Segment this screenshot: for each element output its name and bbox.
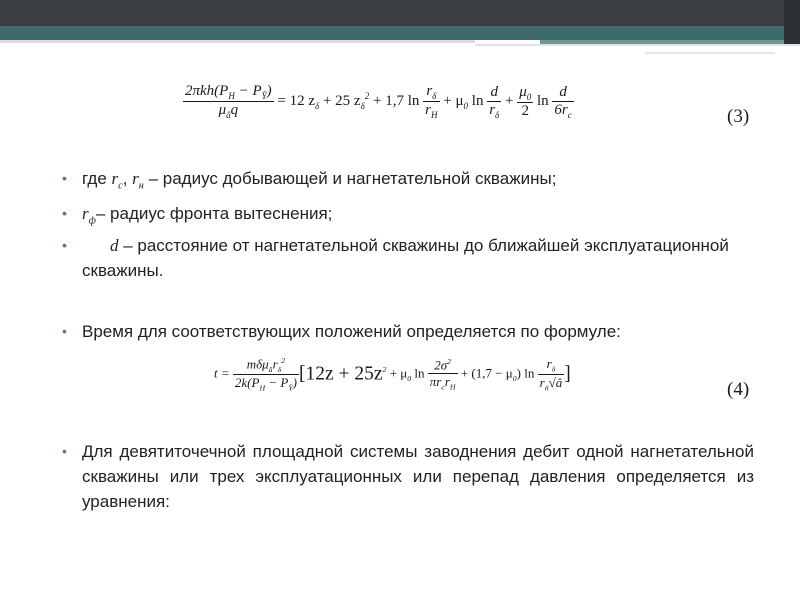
formula-3: $\frac{2\pi kh(P_H - P_Ÿ)}{\mu_âq}$ = 12 $z_\delta + 25$ $z_\delta^2 + 1,7$ ln $\frac{r_\delta}{r_H}$ + $\mu_0$ ln $\frac{d}{r_\delta}$ + $\frac{\mu_0}{2}$ ln $\frac{d}{6r_c}$: [185, 83, 572, 120]
bullet-icon: •: [62, 443, 67, 459]
bullet-icon: •: [62, 205, 67, 221]
list-item: • где $r_c$, $r_н$ – радиус добывающей и нагнетательной скважины;: [62, 166, 754, 198]
list-item: • Для девятиточечной площадной системы заводнения дебит одной нагнетательной скважины или трех эксплуатационных или перепад давления определяется из уравнения:: [62, 439, 754, 514]
formula-3-frac-d: $\frac{d}{6r_c}$: [554, 83, 572, 120]
formula-4-frac-b: $\frac{r_\delta}{r_ñ√â}$: [539, 356, 563, 393]
header-rule-short: [645, 52, 775, 54]
bullet-icon: •: [62, 323, 67, 339]
formula-3-frac-c: $\frac{\mu_0}{2}$: [519, 83, 532, 119]
formula-3-lhs: $\frac{2\pi kh(P_H - P_Ÿ)}{\mu_âq}$: [185, 83, 272, 120]
list-item: • Время для соответствующих положений определяется по формуле:: [62, 319, 754, 344]
list-item: • $r_ф-$ радиус фронта вытеснения;: [62, 201, 754, 233]
header-rule-left: [0, 40, 475, 43]
list-item: • d – расстояние от нагнетательной скважины до ближайшей эксплуатационной скважины.: [62, 233, 754, 283]
formula-4-lhs-frac: $\frac{m\delta\mu_âr_\delta^2}{2k(P_H - P_Ÿ)}$: [234, 356, 297, 393]
header-right-edge: [784, 0, 800, 46]
formula-4-frac-a: $\frac{2\sigma^2}{\pi r_cr_H}$: [429, 356, 456, 392]
equation-number-3: (3): [727, 106, 750, 127]
formula-3-frac-a: $\frac{r_\delta}{r_H}$: [425, 83, 438, 120]
bullet-icon: •: [62, 170, 67, 186]
header-rule-right: [475, 44, 800, 46]
header-dark-band: [0, 0, 800, 26]
bullet-icon: •: [62, 237, 67, 253]
header-teal-band: [0, 26, 800, 40]
equation-number-4: (4): [727, 379, 750, 400]
formula-4: t = $\frac{m\delta\mu_âr_\delta^2}{2k(P_H - P_Ÿ)}$ [$12z + 25z^2 + \mu_0$ ln $\frac{2\sigma^2}{\pi r_cr_H}$ + $(1,7 - \mu_0)$ ln $\frac{r_\delta}{r_ñ√â}$ ]: [214, 356, 571, 393]
formula-3-frac-b: $\frac{d}{r_\delta}$: [489, 83, 500, 120]
